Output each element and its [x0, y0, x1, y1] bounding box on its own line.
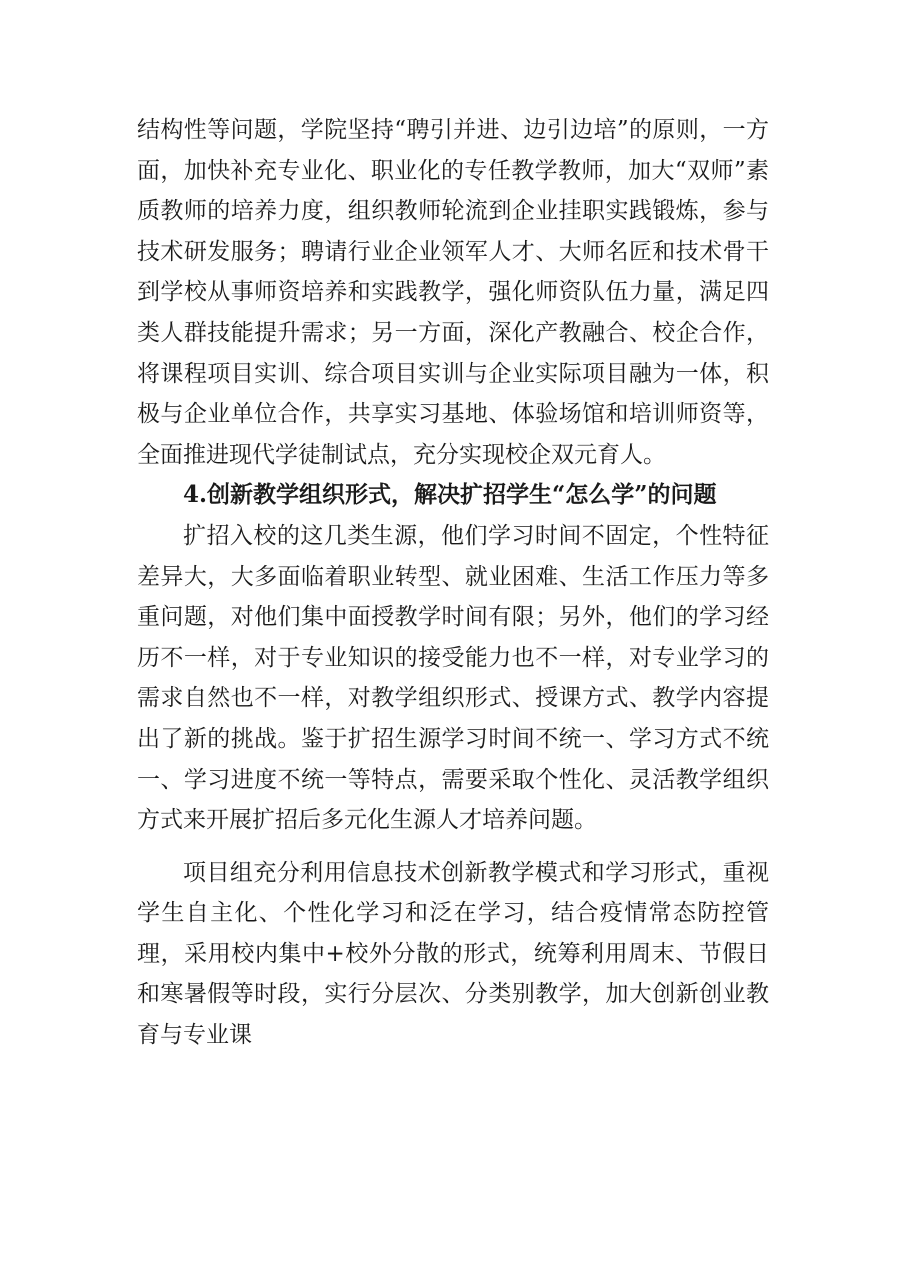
- section-heading: 4.创新教学组织形式，解决扩招学生“怎么学”的问题: [183, 481, 717, 509]
- paragraph-student-sources: 扩招入校的这几类生源，他们学习时间不固定，个性特征差异大，大多面临着职业转型、就业困难、生活工作压力等多重问题，对他们集中面授教学时间有限；另外，他们的学习经历不一样，对于专业知识的接受能力也不一样，对专业学习的需求自然也不一样，对教学组织形式、授课方式、教学内容提出了新的挑战。鉴于扩招生源学习时间不统一、学习方式不统一、学习进度不统一等特点，需要采取个性化、灵活教学组织方式来开展扩招后多元化生源人才培养问题。: [137, 522, 769, 834]
- paragraph-teaching-mode: 项目组充分利用信息技术创新教学模式和学习形式，重视学生自主化、个性化学习和泛在学习，结合疫情常态防控管理，采用校内集中+校外分散的形式，统筹利用周末、节假日和寒暑假等时段，实行分层次、分类别教学，加大创新创业教育与专业课: [137, 859, 769, 1049]
- paragraph-teacher-recruitment: 结构性等问题，学院坚持“聘引并进、边引边培”的原则，一方面，加快补充专业化、职业化的专任教学教师，加大“双师”素质教师的培养力度，组织教师轮流到企业挂职实践锻炼，参与技术研发服务；聘请行业企业领军人才、大师名匠和技术骨干到学校从事师资培养和实践教学，强化师资队伍力量，满足四类人群技能提升需求；另一方面，深化产教融合、校企合作，将课程项目实训、综合项目实训与企业实际项目融为一体，积极与企业单位合作，共享实习基地、体验场馆和培训师资等，全面推进现代学徒制试点，充分实现校企双元育人。: [137, 117, 769, 468]
- paragraph-gap: [137, 841, 769, 853]
- document-body: [137, 110, 769, 1056]
